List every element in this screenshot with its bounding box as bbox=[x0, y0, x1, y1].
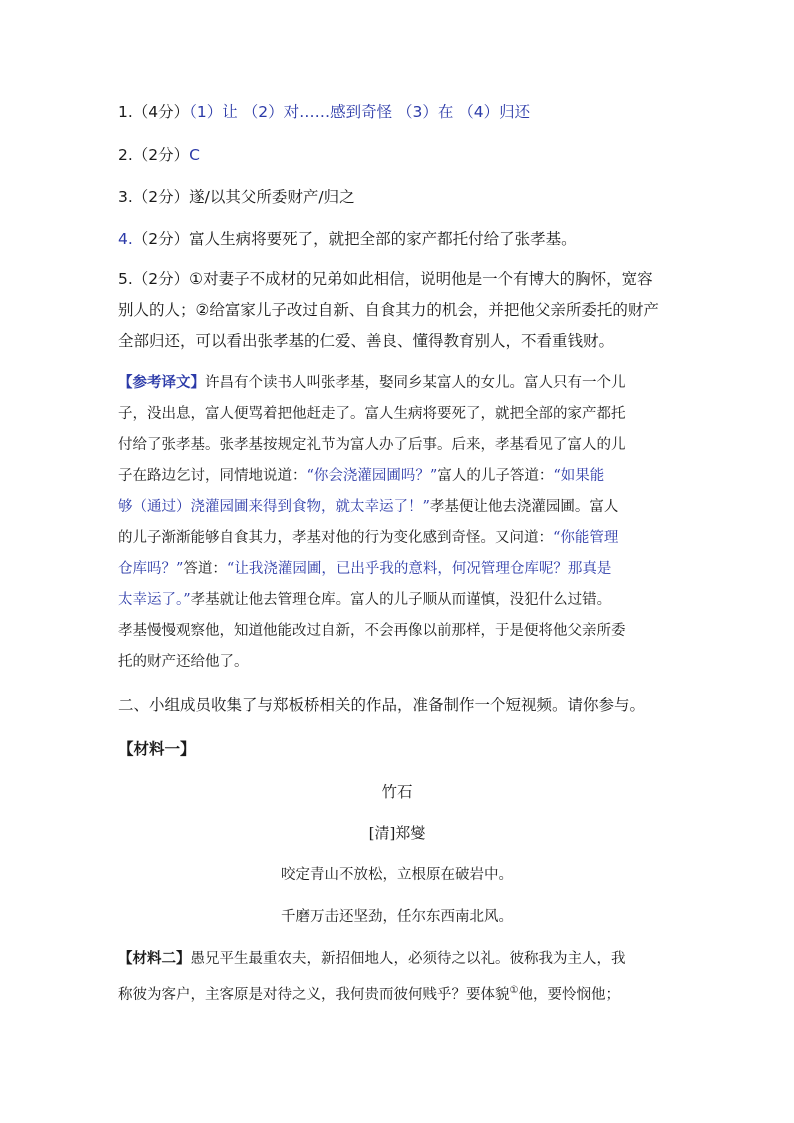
answer-text: 遂/以其父所委财产/归之 bbox=[189, 188, 355, 206]
answer-number: 3. bbox=[118, 188, 133, 206]
translation-line-10: 托的财产还给他了。 bbox=[118, 654, 249, 670]
answer-text: （1）让 （2）对……感到奇怪 （3）在 （4）归还 bbox=[189, 103, 531, 121]
answer-score: （2分） bbox=[132, 146, 190, 164]
translation-line-5 bbox=[118, 492, 678, 523]
translation-line-9: 孝基慢慢观察他，知道他能改过自新，不会再像以前那样，于是便将他父亲所委 bbox=[118, 623, 626, 639]
material-2-text: 称彼为客户，主客原是对待之义，我何贵而彼何贱乎？要体貌 bbox=[118, 986, 510, 1003]
translation-line-2: 子，没出息，富人便骂着把他赶走了。富人生病将要死了，就把全部的家产都托 bbox=[118, 406, 626, 422]
poem-line: 咬定青山不放松，立根原在破岩中。 bbox=[281, 867, 513, 883]
translation-quote: “如果能 bbox=[553, 468, 605, 484]
answer-score: （2分） bbox=[132, 230, 190, 248]
answer-4 bbox=[118, 228, 678, 250]
answer-3 bbox=[118, 186, 678, 208]
material-1-label: 【材料一】 bbox=[118, 740, 196, 758]
answer-text: ①对妻子不成材的兄弟如此相信，说明他是一个有博大的胸怀，宽容 bbox=[189, 270, 653, 288]
translation-text: 富人的儿子答道： bbox=[437, 468, 554, 484]
material-2 bbox=[118, 944, 678, 1011]
translation-line-4 bbox=[118, 461, 678, 492]
poem-line: 千磨万击还坚劲，任尔东西南北风。 bbox=[281, 909, 513, 925]
translation-quote: “让我浇灌园圃，已出乎我的意料，何况管理仓库呢？那真是 bbox=[226, 561, 612, 577]
translation-quote: 太幸运了。” bbox=[118, 592, 191, 608]
translation-quote: “你能管理 bbox=[553, 530, 619, 546]
answer-number: 4. bbox=[118, 230, 133, 248]
translation-text: 的儿子渐渐能够自食其力，孝基对他的行为变化感到奇怪。又问道： bbox=[118, 530, 553, 546]
translation-text: 答道： bbox=[183, 561, 227, 577]
poem-title: 竹石 bbox=[381, 783, 413, 801]
answer-score: （2分） bbox=[132, 188, 190, 206]
section-heading: 二、小组成员收集了与郑板桥相关的作品，准备制作一个短视频。请你参与。 bbox=[118, 696, 646, 714]
translation-label: 【参考译文】 bbox=[118, 375, 205, 391]
material-2-text: 愚兄平生最重农夫，新招佃地人，必须待之以礼。彼称我为主人，我 bbox=[190, 951, 626, 967]
answer-2 bbox=[118, 144, 678, 166]
answer-5-line-2: 别人的人；②给富家儿子改过自新、自食其力的机会，并把他父亲所委托的财产 bbox=[118, 301, 659, 319]
translation-line-8 bbox=[118, 585, 678, 616]
material-2-line-1 bbox=[118, 944, 678, 975]
translation-line-6 bbox=[118, 523, 678, 554]
translation-text: 子在路边乞讨，同情地说道： bbox=[118, 468, 307, 484]
answer-number: 2. bbox=[118, 146, 133, 164]
answer-5 bbox=[118, 264, 678, 357]
translation-quote: “你会浇灌园圃吗？” bbox=[306, 468, 438, 484]
translation-line-7 bbox=[118, 554, 678, 585]
translation-quote: 仓库吗？” bbox=[118, 561, 184, 577]
answer-score: （2分） bbox=[132, 270, 190, 288]
answer-number: 1. bbox=[118, 103, 133, 121]
translation-line-3: 付给了张孝基。张孝基按规定礼节为富人办了后事。后来，孝基看见了富人的儿 bbox=[118, 437, 626, 453]
answer-5-line-3: 全部归还，可以看出张孝基的仁爱、善良、懂得教育别人，不看重钱财。 bbox=[118, 332, 615, 350]
translation-text: 许昌有个读书人叫张孝基，娶同乡某富人的女儿。富人只有一个儿 bbox=[205, 375, 626, 391]
answer-1 bbox=[118, 101, 678, 123]
poem-author: [清]郑燮 bbox=[368, 824, 426, 842]
answer-score: （4分） bbox=[132, 103, 190, 121]
answer-5-line-1 bbox=[118, 264, 678, 295]
translation-line-1 bbox=[118, 368, 678, 399]
answer-text: 富人生病将要死了，就把全部的家产都托付给了张孝基。 bbox=[189, 230, 577, 248]
answer-text: C bbox=[189, 146, 200, 164]
answer-number: 5. bbox=[118, 270, 133, 288]
translation-text: 孝基就让他去管理仓库。富人的儿子顺从而谨慎，没犯什么过错。 bbox=[190, 592, 612, 608]
reference-translation bbox=[118, 368, 678, 678]
material-2-text: 他，要怜悯他； bbox=[518, 986, 620, 1003]
translation-quote: 够（通过）浇灌园圃来得到食物，就太幸运了！” bbox=[118, 499, 430, 515]
translation-text: 孝基便让他去浇灌园圃。富人 bbox=[429, 499, 619, 515]
material-2-line-2 bbox=[118, 975, 678, 1011]
material-2-label: 【材料二】 bbox=[118, 951, 191, 967]
footnote-marker: ① bbox=[509, 985, 519, 996]
